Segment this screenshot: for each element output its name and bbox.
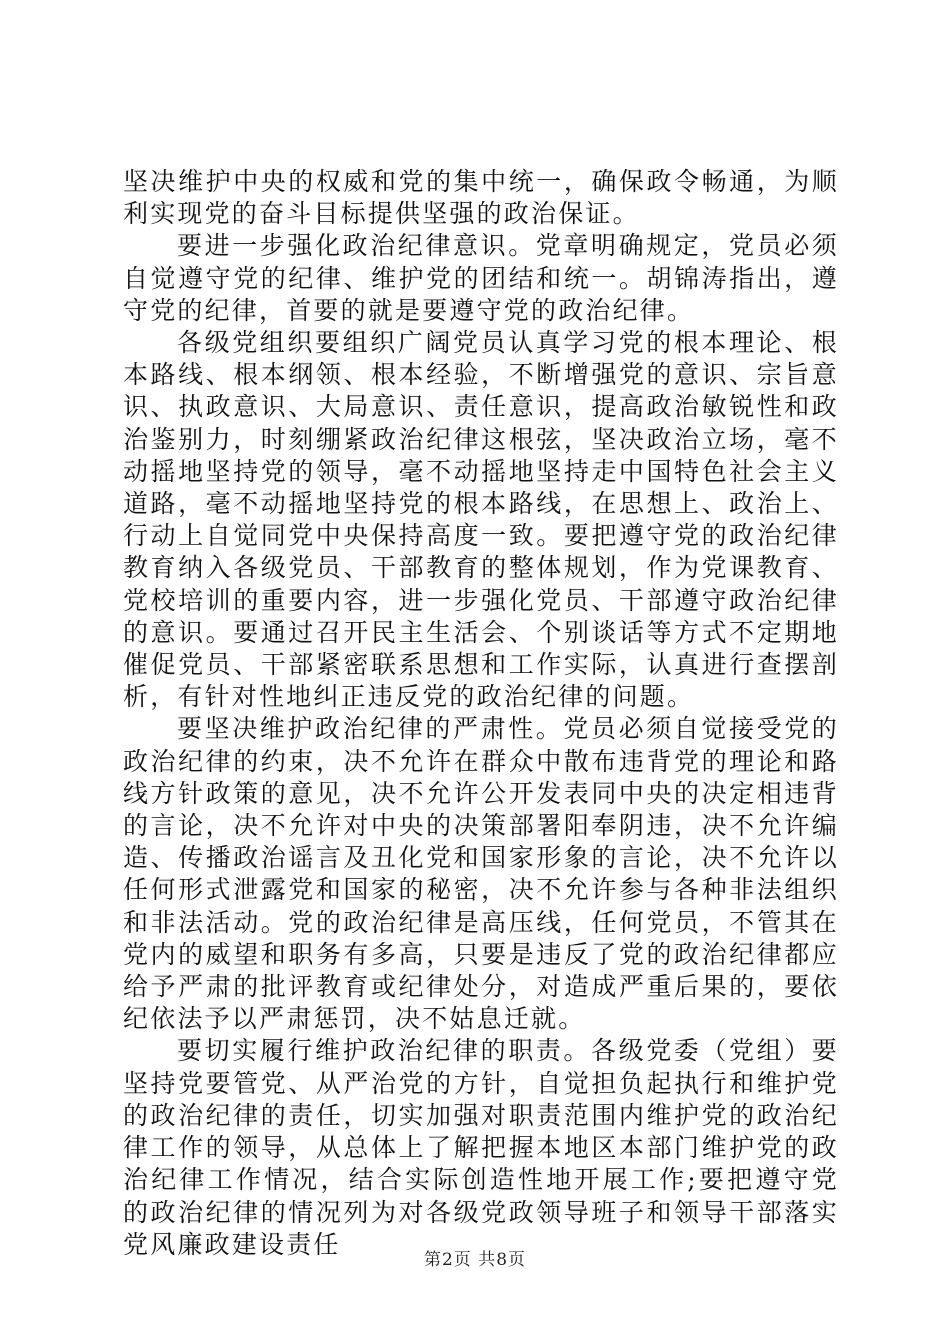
page-number-footer: 第2页 共8页	[423, 1250, 527, 1270]
paragraph-2: 要进一步强化政治纪律意识。党章明确规定，党员必须自觉遵守党的纪律、维护党的团结和统一。胡锦涛指出，遵守党的纪律，首要的就是要遵守党的政治纪律。	[123, 231, 839, 325]
paragraph-3: 各级党组织要组织广阔党员认真学习党的根本理论、根本路线、根本纲领、根本经验，不断增强党的意识、宗旨意识、执政意识、大局意识、责任意识，提高政治敏锐性和政治鉴别力，时刻绷紧政治纪律这根弦，坚决政治立场，毫不动摇地坚持党的领导，毫不动摇地坚持走中国特色社会主义道路，毫不动摇地坚持党的根本路线，在思想上、政治上、行动上自觉同党中央保持高度一致。要把遵守党的政治纪律教育纳入各级党员、干部教育的整体规划，作为党课教育、党校培训的重要内容，进一步强化党员、干部遵守政治纪律的意识。要通过召开民主生活会、个别谈话等方式不定期地催促党员、干部紧密联系思想和工作实际，认真进行查摆剖析，有针对性地纠正违反党的政治纪律的问题。	[123, 328, 839, 712]
paragraph-4: 要坚决维护政治纪律的严肃性。党员必须自觉接受党的政治纪律的约束，决不允许在群众中散布违背党的理论和路线方针政策的意见，决不允许公开发表同中央的决定相违背的言论，决不允许对中央的决策部署阳奉阴违，决不允许编造、传播政治谣言及丑化党和国家形象的言论，决不允许以任何形式泄露党和国家的秘密，决不允许参与各种非法组织和非法活动。党的政治纪律是高压线，任何党员，不管其在党内的威望和职务有多高，只要是违反了党的政治纪律都应给予严肃的批评教育或纪律处分，对造成严重后果的，要依纪依法予以严肃惩罚，决不姑息迁就。	[123, 714, 839, 1034]
paragraph-5: 要切实履行维护政治纪律的职责。各级党委（党组）要坚持党要管党、从严治党的方针，自觉担负起执行和维护党的政治纪律的责任，切实加强对职责范围内维护党的政治纪律工作的领导，从总体上了解把握本地区本部门维护党的政治纪律工作情况，结合实际创造性地开展工作;要把遵守党的政治纪律的情况列为对各级党政领导班子和领导干部落实党风廉政建设责任	[123, 1036, 839, 1259]
paragraph-1: 坚决维护中央的权威和党的集中统一，确保政令畅通，为顺利实现党的奋斗目标提供坚强的政治保证。	[123, 167, 839, 229]
document-body	[123, 166, 839, 1261]
